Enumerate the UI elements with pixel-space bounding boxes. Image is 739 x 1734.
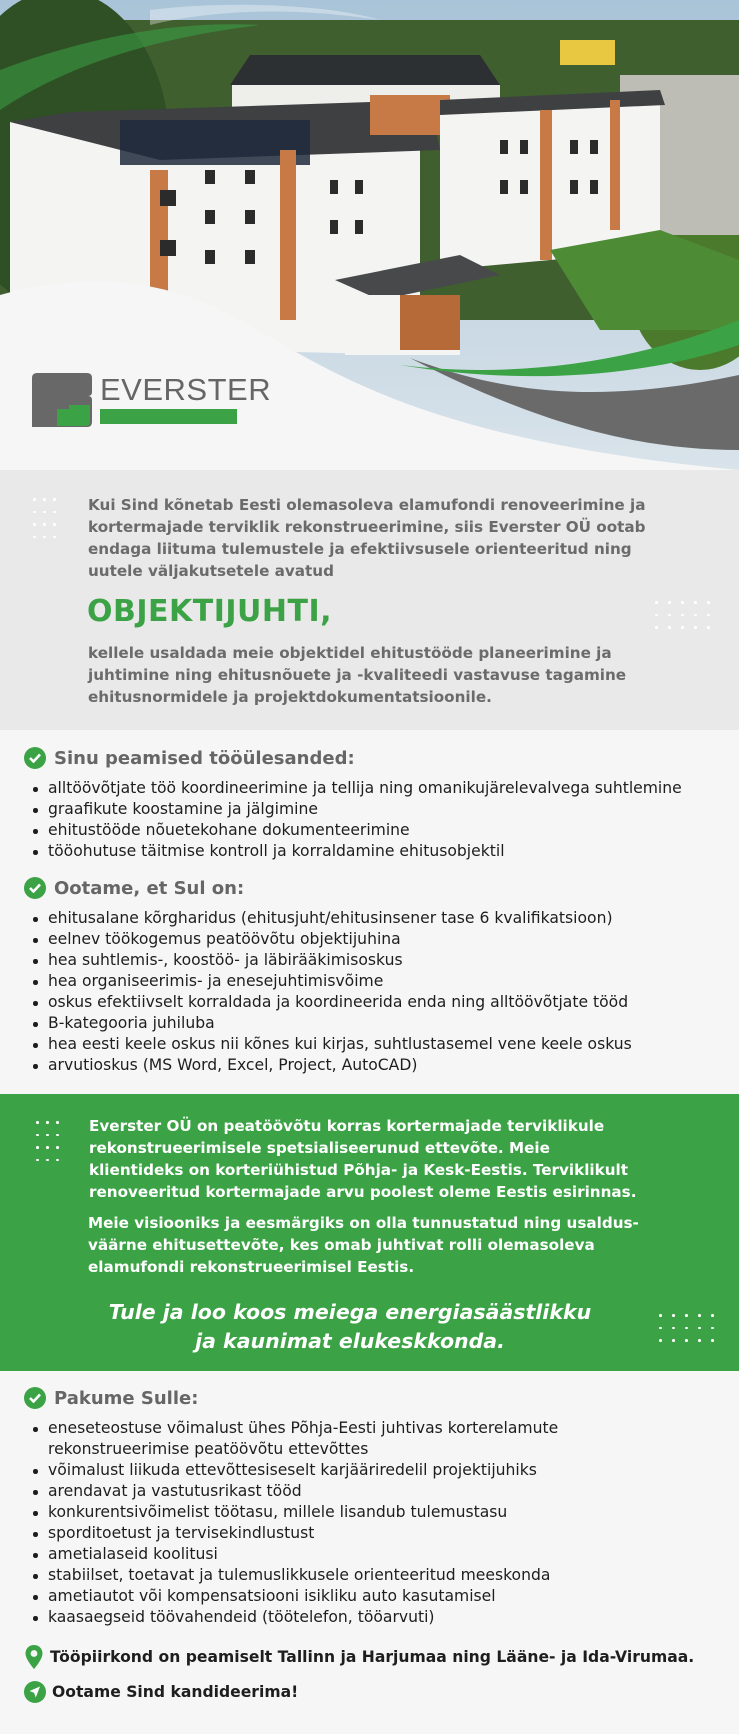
offer-list bbox=[28, 1418, 588, 1628]
decorative-dots bbox=[36, 1121, 66, 1161]
company-paragraph: Everster OÜ on peatöövõtu korras kortermajade terviklikule rekonstrueerimisele spetsialiseerunud ettevõte. Meie klientideks on korteriühistud Põhja- ja Kesk-Eestis. Terviklikult renoveeritud kortermajade arvu poolest oleme Eestis esirinnas. bbox=[89, 1117, 637, 1201]
intro-paragraph: Kui Sind kõnetab Eesti olemasoleva elamufondi renoveerimine ja kortermajade terviklik rekonstrueerimine, siis Everster OÜ ootab endaga liituma tulemustele ja efektiivsusele orienteeritud ning uutele väljakutsetele avatud bbox=[88, 496, 646, 580]
intro-section bbox=[0, 470, 739, 730]
requirements-section bbox=[0, 868, 739, 1088]
list-item: kaasaegseid töövahendeid (töötelefon, tööarvuti) bbox=[28, 1607, 588, 1628]
list-item: arendavat ja vastutusrikast tööd bbox=[28, 1481, 588, 1502]
list-item: ametialaseid koolitusi bbox=[28, 1544, 588, 1565]
offer-heading bbox=[24, 1387, 198, 1409]
requirements-list bbox=[28, 908, 728, 1076]
intro-description: kellele usaldada meie objektidel ehitustööde planeerimine ja juhtimine ning ehitusnõuete ja -kvaliteedi vastavuse tagamine ehitusnormidele ja projektdokumentatsioonile. bbox=[88, 644, 627, 706]
list-item: eelnev töökogemus peatöövõtu objektijuhina bbox=[28, 929, 728, 950]
list-item: võimalust liikuda ettevõttesiseselt karjääriredelil projektijuhiks bbox=[28, 1460, 588, 1481]
slogan-line: ja kaunimat elukeskkonda. bbox=[195, 1329, 505, 1353]
tasks-heading bbox=[24, 747, 355, 769]
list-item: stabiilset, toetavat ja tulemuslikkusele orienteeritud meeskonda bbox=[28, 1565, 588, 1586]
tasks-section bbox=[0, 730, 739, 860]
offer-section bbox=[0, 1371, 739, 1641]
work-location-text: Tööpiirkond on peamiselt Tallinn ja Harjumaa ning Lääne- ja Ida-Virumaa. bbox=[50, 1648, 695, 1666]
work-location bbox=[24, 1644, 694, 1670]
list-item: tööohutuse täitmise kontroll ja korraldamine ehitusobjektil bbox=[28, 841, 728, 862]
list-item: konkurentsivõimelist töötasu, millele lisandub tulemustasu bbox=[28, 1502, 588, 1523]
list-item: hea organiseerimis- ja enesejuhtimisvõime bbox=[28, 971, 728, 992]
slogan bbox=[100, 1298, 600, 1356]
decorative-dots bbox=[33, 498, 63, 538]
list-item: hea eesti keele oskus nii kõnes kui kirjas, suhtlustasemel vene keele oskus bbox=[28, 1034, 728, 1055]
list-item: B-kategooria juhiluba bbox=[28, 1013, 728, 1034]
job-title: OBJEKTIJUHTI, bbox=[87, 594, 333, 629]
list-item: eneseteostuse võimalust ühes Põhja-Eesti juhtivas korterelamute rekonstrueerimise peatöövõtu ettevõttes bbox=[28, 1418, 588, 1460]
decorative-dots bbox=[655, 601, 720, 629]
logo-green-bar bbox=[100, 409, 237, 424]
list-item: arvutioskus (MS Word, Excel, Project, AutoCAD) bbox=[28, 1055, 728, 1076]
list-item: sporditoetust ja tervisekindlustust bbox=[28, 1523, 588, 1544]
requirements-heading-text: Ootame, et Sul on: bbox=[54, 877, 245, 899]
map-pin-icon bbox=[24, 1644, 44, 1670]
apply-text: Ootame Sind kandideerima! bbox=[52, 1683, 299, 1701]
hero-banner bbox=[0, 0, 739, 470]
logo-wordmark: EVERSTER bbox=[100, 372, 272, 407]
requirements-heading bbox=[24, 877, 244, 899]
check-circle-icon bbox=[24, 877, 46, 899]
slogan-line: Tule ja loo koos meiega energiasäästlikku bbox=[108, 1300, 592, 1324]
list-item: ametiautot või kompensatsiooni isikliku auto kasutamisel bbox=[28, 1586, 588, 1607]
check-circle-icon bbox=[24, 1387, 46, 1409]
tasks-heading-text: Sinu peamised tööülesanded: bbox=[54, 747, 355, 769]
send-arrow-icon bbox=[24, 1681, 46, 1703]
everster-logo bbox=[31, 372, 272, 430]
apply-call bbox=[24, 1681, 298, 1703]
list-item: alltöövõtjate töö koordineerimine ja tellija ning omanikujärelevalvega suhtlemine bbox=[28, 778, 728, 799]
company-section bbox=[0, 1094, 739, 1371]
logo-mark-icon bbox=[31, 372, 93, 428]
list-item: oskus efektiivselt korraldada ja koordineerida enda ning alltöövõtjate tööd bbox=[28, 992, 728, 1013]
vision-paragraph: Meie visiooniks ja eesmärgiks on olla tunnustatud ning usaldus-väärne ehitusettevõte, kes omab juhtivat rolli olemasoleva elamufondi rekonstrueerimisel Eestis. bbox=[88, 1214, 639, 1276]
offer-heading-text: Pakume Sulle: bbox=[54, 1387, 199, 1409]
check-circle-icon bbox=[24, 747, 46, 769]
list-item: ehitustööde nõuetekohane dokumenteerimine bbox=[28, 820, 728, 841]
list-item: graafikute koostamine ja jälgimine bbox=[28, 799, 728, 820]
list-item: hea suhtlemis-, koostöö- ja läbirääkimisoskus bbox=[28, 950, 728, 971]
tasks-list bbox=[28, 778, 728, 862]
list-item: ehitusalane kõrgharidus (ehitusjuht/ehitusinsener tase 6 kvalifikatsioon) bbox=[28, 908, 728, 929]
decorative-dots bbox=[659, 1314, 724, 1342]
